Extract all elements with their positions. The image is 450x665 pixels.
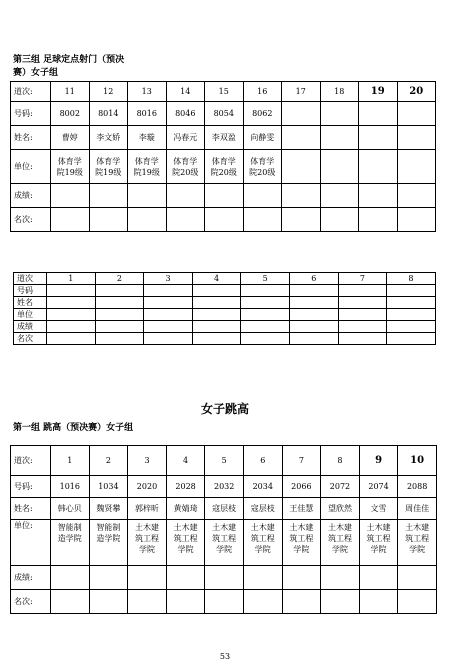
empty-cell bbox=[47, 297, 96, 309]
number-cell: 8002 bbox=[51, 102, 90, 126]
row-header: 单位: bbox=[11, 150, 51, 184]
score-cell bbox=[89, 566, 128, 590]
unit-cell bbox=[243, 150, 282, 184]
unit-cell bbox=[282, 150, 321, 184]
unit-line: 筑工程 bbox=[134, 534, 159, 543]
unit-cell bbox=[282, 520, 321, 566]
unit-line: 造学院 bbox=[57, 534, 82, 543]
rank-cell bbox=[89, 208, 128, 232]
name-cell: 曹婷 bbox=[51, 126, 90, 150]
lane-cell: 3 bbox=[128, 446, 167, 476]
empty-cell bbox=[47, 333, 96, 345]
lane-cell: 11 bbox=[51, 82, 90, 102]
rank-cell bbox=[89, 590, 128, 614]
row-header: 道次: bbox=[11, 446, 51, 476]
empty-cell bbox=[289, 285, 338, 297]
number-cell: 2020 bbox=[128, 476, 167, 498]
table-row bbox=[11, 446, 437, 476]
row-header: 名次: bbox=[11, 590, 51, 614]
empty-cell bbox=[289, 321, 338, 333]
row-header: 号码: bbox=[11, 102, 51, 126]
rank-cell bbox=[51, 590, 90, 614]
number-cell bbox=[320, 102, 359, 126]
unit-cell bbox=[398, 520, 437, 566]
row-header: 名次 bbox=[14, 333, 47, 345]
name-cell bbox=[282, 126, 321, 150]
lane-cell: 1 bbox=[51, 446, 90, 476]
lane-cell: 6 bbox=[289, 273, 338, 285]
lane-cell: 18 bbox=[320, 82, 359, 102]
number-cell bbox=[359, 102, 398, 126]
name-cell: 王佳慧 bbox=[282, 498, 321, 520]
table-row bbox=[11, 208, 436, 232]
lane-cell: 4 bbox=[166, 446, 205, 476]
unit-line: 院20级 bbox=[172, 167, 199, 177]
score-cell bbox=[89, 184, 128, 208]
score-cell bbox=[205, 184, 244, 208]
score-cell bbox=[359, 184, 398, 208]
empty-cell bbox=[387, 297, 436, 309]
unit-cell bbox=[359, 150, 398, 184]
unit-line: 院20级 bbox=[210, 167, 237, 177]
unit-cell bbox=[89, 150, 128, 184]
number-cell bbox=[282, 102, 321, 126]
lane-cell: 6 bbox=[243, 446, 282, 476]
unit-line: 体育学 bbox=[211, 156, 236, 166]
name-cell: 魏贤攀 bbox=[89, 498, 128, 520]
lane-cell: 5 bbox=[241, 273, 290, 285]
unit-cell bbox=[89, 520, 128, 566]
table-row bbox=[14, 321, 436, 333]
unit-line: 院19级 bbox=[95, 167, 122, 177]
unit-line: 筑工程 bbox=[289, 534, 314, 543]
name-cell: 望欣然 bbox=[321, 498, 360, 520]
unit-line: 学院 bbox=[138, 545, 155, 554]
number-cell: 8054 bbox=[205, 102, 244, 126]
rank-cell bbox=[359, 590, 398, 614]
unit-line: 院19级 bbox=[56, 167, 83, 177]
row-header: 成绩: bbox=[11, 184, 51, 208]
table-row bbox=[11, 520, 437, 566]
name-cell: 李文娇 bbox=[89, 126, 128, 150]
number-cell: 2072 bbox=[321, 476, 360, 498]
unit-line bbox=[321, 167, 359, 178]
row-header: 号码: bbox=[11, 476, 51, 498]
number-cell: 8062 bbox=[243, 102, 282, 126]
name-cell: 寇层枝 bbox=[205, 498, 244, 520]
unit-line: 土木建 bbox=[250, 523, 275, 532]
unit-line: 土木建 bbox=[405, 523, 430, 532]
table-row bbox=[11, 102, 436, 126]
unit-line bbox=[90, 544, 128, 555]
table-row bbox=[14, 273, 436, 285]
score-cell bbox=[320, 184, 359, 208]
table-row bbox=[11, 184, 436, 208]
lane-cell: 2 bbox=[89, 446, 128, 476]
table-row bbox=[14, 285, 436, 297]
unit-line bbox=[398, 167, 436, 178]
unit-cell bbox=[320, 150, 359, 184]
unit-line: 筑工程 bbox=[327, 534, 352, 543]
unit-line: 土木建 bbox=[289, 523, 314, 532]
lane-cell: 9 bbox=[359, 446, 398, 476]
empty-cell bbox=[387, 333, 436, 345]
empty-cell bbox=[241, 333, 290, 345]
empty-cell bbox=[47, 309, 96, 321]
rank-cell bbox=[320, 208, 359, 232]
empty-cell bbox=[289, 333, 338, 345]
unit-cell bbox=[397, 150, 436, 184]
unit-line: 筑工程 bbox=[173, 534, 198, 543]
empty-cell bbox=[387, 309, 436, 321]
empty-cell bbox=[192, 333, 241, 345]
row-header: 号码 bbox=[14, 285, 47, 297]
unit-cell bbox=[321, 520, 360, 566]
rank-cell bbox=[128, 590, 167, 614]
name-cell bbox=[320, 126, 359, 150]
empty-cell bbox=[144, 321, 193, 333]
lane-cell: 8 bbox=[321, 446, 360, 476]
score-cell bbox=[166, 566, 205, 590]
lane-cell: 3 bbox=[144, 273, 193, 285]
unit-line: 体育学 bbox=[134, 156, 159, 166]
name-cell: 寇层枝 bbox=[243, 498, 282, 520]
number-cell: 8014 bbox=[89, 102, 128, 126]
row-header: 道次: bbox=[11, 82, 51, 102]
unit-line bbox=[321, 156, 359, 167]
rank-cell bbox=[243, 208, 282, 232]
rank-cell bbox=[282, 590, 321, 614]
unit-line bbox=[282, 156, 320, 167]
name-cell: 郭梓昕 bbox=[128, 498, 167, 520]
unit-line: 学院 bbox=[331, 545, 348, 554]
unit-line: 学院 bbox=[409, 545, 426, 554]
unit-cell bbox=[359, 520, 398, 566]
empty-cell bbox=[144, 333, 193, 345]
number-cell bbox=[397, 102, 436, 126]
empty-cell bbox=[338, 297, 387, 309]
row-header: 名次: bbox=[11, 208, 51, 232]
unit-line: 学院 bbox=[293, 545, 310, 554]
name-cell: 韩心贝 bbox=[51, 498, 90, 520]
score-cell bbox=[51, 566, 90, 590]
score-cell bbox=[166, 184, 205, 208]
lane-cell: 13 bbox=[128, 82, 167, 102]
unit-cell bbox=[51, 150, 90, 184]
table-row bbox=[11, 566, 437, 590]
empty-cell bbox=[338, 285, 387, 297]
rank-cell bbox=[397, 208, 436, 232]
unit-line: 院20级 bbox=[249, 167, 276, 177]
score-cell bbox=[398, 566, 437, 590]
unit-line: 学院 bbox=[216, 545, 233, 554]
unit-line: 土木建 bbox=[327, 523, 352, 532]
unit-line: 体育学 bbox=[173, 156, 198, 166]
rank-cell bbox=[166, 208, 205, 232]
row-header: 姓名 bbox=[14, 297, 47, 309]
row-header: 道次 bbox=[14, 273, 47, 285]
empty-cell bbox=[338, 309, 387, 321]
high-jump-table bbox=[10, 445, 437, 614]
unit-cell bbox=[128, 150, 167, 184]
empty-cell bbox=[241, 285, 290, 297]
high-jump-group-title: 第一组 跳高（预决赛）女子组 bbox=[13, 423, 134, 433]
score-cell bbox=[243, 184, 282, 208]
score-cell bbox=[128, 184, 167, 208]
name-cell: 李璇 bbox=[128, 126, 167, 150]
lane-cell: 20 bbox=[397, 82, 436, 102]
name-cell: 黄婧琦 bbox=[166, 498, 205, 520]
rank-cell bbox=[51, 208, 90, 232]
unit-cell bbox=[205, 520, 244, 566]
empty-cell bbox=[95, 285, 144, 297]
name-cell bbox=[397, 126, 436, 150]
empty-cell bbox=[95, 333, 144, 345]
empty-cell bbox=[241, 297, 290, 309]
empty-cell bbox=[47, 285, 96, 297]
lane-cell: 7 bbox=[282, 446, 321, 476]
empty-cell bbox=[192, 297, 241, 309]
score-cell bbox=[128, 566, 167, 590]
score-cell bbox=[397, 184, 436, 208]
lane-cell: 5 bbox=[205, 446, 244, 476]
table-row bbox=[14, 333, 436, 345]
empty-cell bbox=[192, 321, 241, 333]
name-cell: 文雪 bbox=[359, 498, 398, 520]
event-heading: 女子跳高 bbox=[200, 402, 249, 416]
number-cell: 8016 bbox=[128, 102, 167, 126]
unit-line: 体育学 bbox=[57, 156, 82, 166]
empty-cell bbox=[289, 297, 338, 309]
empty-cell bbox=[241, 309, 290, 321]
score-cell bbox=[359, 566, 398, 590]
rank-cell bbox=[205, 208, 244, 232]
unit-line bbox=[282, 167, 320, 178]
lane-cell: 10 bbox=[398, 446, 437, 476]
rank-cell bbox=[398, 590, 437, 614]
unit-line bbox=[359, 156, 397, 167]
score-cell bbox=[205, 566, 244, 590]
empty-cell bbox=[289, 309, 338, 321]
row-header: 单位 bbox=[14, 309, 47, 321]
number-cell: 2034 bbox=[243, 476, 282, 498]
row-header: 成绩 bbox=[14, 321, 47, 333]
row-header: 单位: bbox=[11, 520, 51, 566]
name-cell bbox=[359, 126, 398, 150]
score-cell bbox=[51, 184, 90, 208]
name-cell: 周佳佳 bbox=[398, 498, 437, 520]
unit-line: 土木建 bbox=[173, 523, 198, 532]
number-cell: 8046 bbox=[166, 102, 205, 126]
unit-cell bbox=[166, 150, 205, 184]
empty-cell bbox=[338, 333, 387, 345]
unit-cell bbox=[51, 520, 90, 566]
unit-line: 学院 bbox=[177, 545, 194, 554]
row-header: 姓名: bbox=[11, 498, 51, 520]
unit-cell bbox=[243, 520, 282, 566]
unit-line bbox=[51, 544, 89, 555]
lane-cell: 19 bbox=[359, 82, 398, 102]
unit-line bbox=[398, 156, 436, 167]
lane-cell: 1 bbox=[47, 273, 96, 285]
unit-cell bbox=[128, 520, 167, 566]
unit-line: 筑工程 bbox=[405, 534, 430, 543]
empty-cell bbox=[192, 285, 241, 297]
score-cell bbox=[282, 184, 321, 208]
unit-cell bbox=[166, 520, 205, 566]
unit-line: 土木建 bbox=[212, 523, 237, 532]
name-cell: 李双盈 bbox=[205, 126, 244, 150]
unit-cell bbox=[205, 150, 244, 184]
lane-cell: 15 bbox=[205, 82, 244, 102]
unit-line: 学院 bbox=[254, 545, 271, 554]
row-header: 成绩: bbox=[11, 566, 51, 590]
score-cell bbox=[243, 566, 282, 590]
empty-cell bbox=[47, 321, 96, 333]
empty-cell bbox=[144, 285, 193, 297]
lane-cell: 4 bbox=[192, 273, 241, 285]
table-row bbox=[11, 476, 437, 498]
lane-cell: 8 bbox=[387, 273, 436, 285]
empty-cell bbox=[144, 297, 193, 309]
section3-title-line1: 第三组 足球定点射门（预决 bbox=[13, 55, 125, 65]
empty-cell bbox=[192, 309, 241, 321]
unit-line: 学院 bbox=[370, 545, 387, 554]
empty-cell bbox=[387, 321, 436, 333]
score-cell bbox=[321, 566, 360, 590]
unit-line: 造学院 bbox=[96, 534, 121, 543]
section3-table bbox=[10, 81, 436, 232]
empty-cell bbox=[95, 321, 144, 333]
number-cell: 2074 bbox=[359, 476, 398, 498]
blank-lane-table bbox=[13, 272, 436, 345]
section3-title-line2: 赛）女子组 bbox=[13, 68, 59, 78]
empty-cell bbox=[338, 321, 387, 333]
number-cell: 2066 bbox=[282, 476, 321, 498]
lane-cell: 2 bbox=[95, 273, 144, 285]
rank-cell bbox=[243, 590, 282, 614]
empty-cell bbox=[95, 297, 144, 309]
unit-line bbox=[359, 167, 397, 178]
number-cell: 2028 bbox=[166, 476, 205, 498]
number-cell: 2088 bbox=[398, 476, 437, 498]
unit-line: 筑工程 bbox=[250, 534, 275, 543]
lane-cell: 16 bbox=[243, 82, 282, 102]
table-row bbox=[11, 590, 437, 614]
row-header: 姓名: bbox=[11, 126, 51, 150]
unit-line: 体育学 bbox=[250, 156, 275, 166]
empty-cell bbox=[241, 321, 290, 333]
table-row bbox=[11, 150, 436, 184]
lane-cell: 14 bbox=[166, 82, 205, 102]
unit-line: 智能制 bbox=[96, 523, 121, 532]
number-cell: 2032 bbox=[205, 476, 244, 498]
unit-line: 体育学 bbox=[96, 156, 121, 166]
table-row bbox=[11, 82, 436, 102]
lane-cell: 12 bbox=[89, 82, 128, 102]
unit-line: 智能制 bbox=[57, 523, 82, 532]
score-cell bbox=[282, 566, 321, 590]
name-cell: 向静雯 bbox=[243, 126, 282, 150]
empty-cell bbox=[95, 309, 144, 321]
table-row bbox=[14, 309, 436, 321]
lane-cell: 17 bbox=[282, 82, 321, 102]
number-cell: 1016 bbox=[51, 476, 90, 498]
unit-line: 院19级 bbox=[133, 167, 160, 177]
unit-line: 筑工程 bbox=[212, 534, 237, 543]
empty-cell bbox=[144, 309, 193, 321]
number-cell: 1034 bbox=[89, 476, 128, 498]
rank-cell bbox=[359, 208, 398, 232]
table-row bbox=[11, 126, 436, 150]
section3-title bbox=[13, 54, 183, 80]
rank-cell bbox=[128, 208, 167, 232]
rank-cell bbox=[321, 590, 360, 614]
lane-cell: 7 bbox=[338, 273, 387, 285]
table-row bbox=[11, 498, 437, 520]
rank-cell bbox=[205, 590, 244, 614]
rank-cell bbox=[166, 590, 205, 614]
unit-line: 土木建 bbox=[366, 523, 391, 532]
unit-line: 土木建 bbox=[134, 523, 159, 532]
page-number: 53 bbox=[219, 652, 231, 661]
unit-line: 筑工程 bbox=[366, 534, 391, 543]
table-row bbox=[14, 297, 436, 309]
name-cell: 冯春元 bbox=[166, 126, 205, 150]
rank-cell bbox=[282, 208, 321, 232]
empty-cell bbox=[387, 285, 436, 297]
